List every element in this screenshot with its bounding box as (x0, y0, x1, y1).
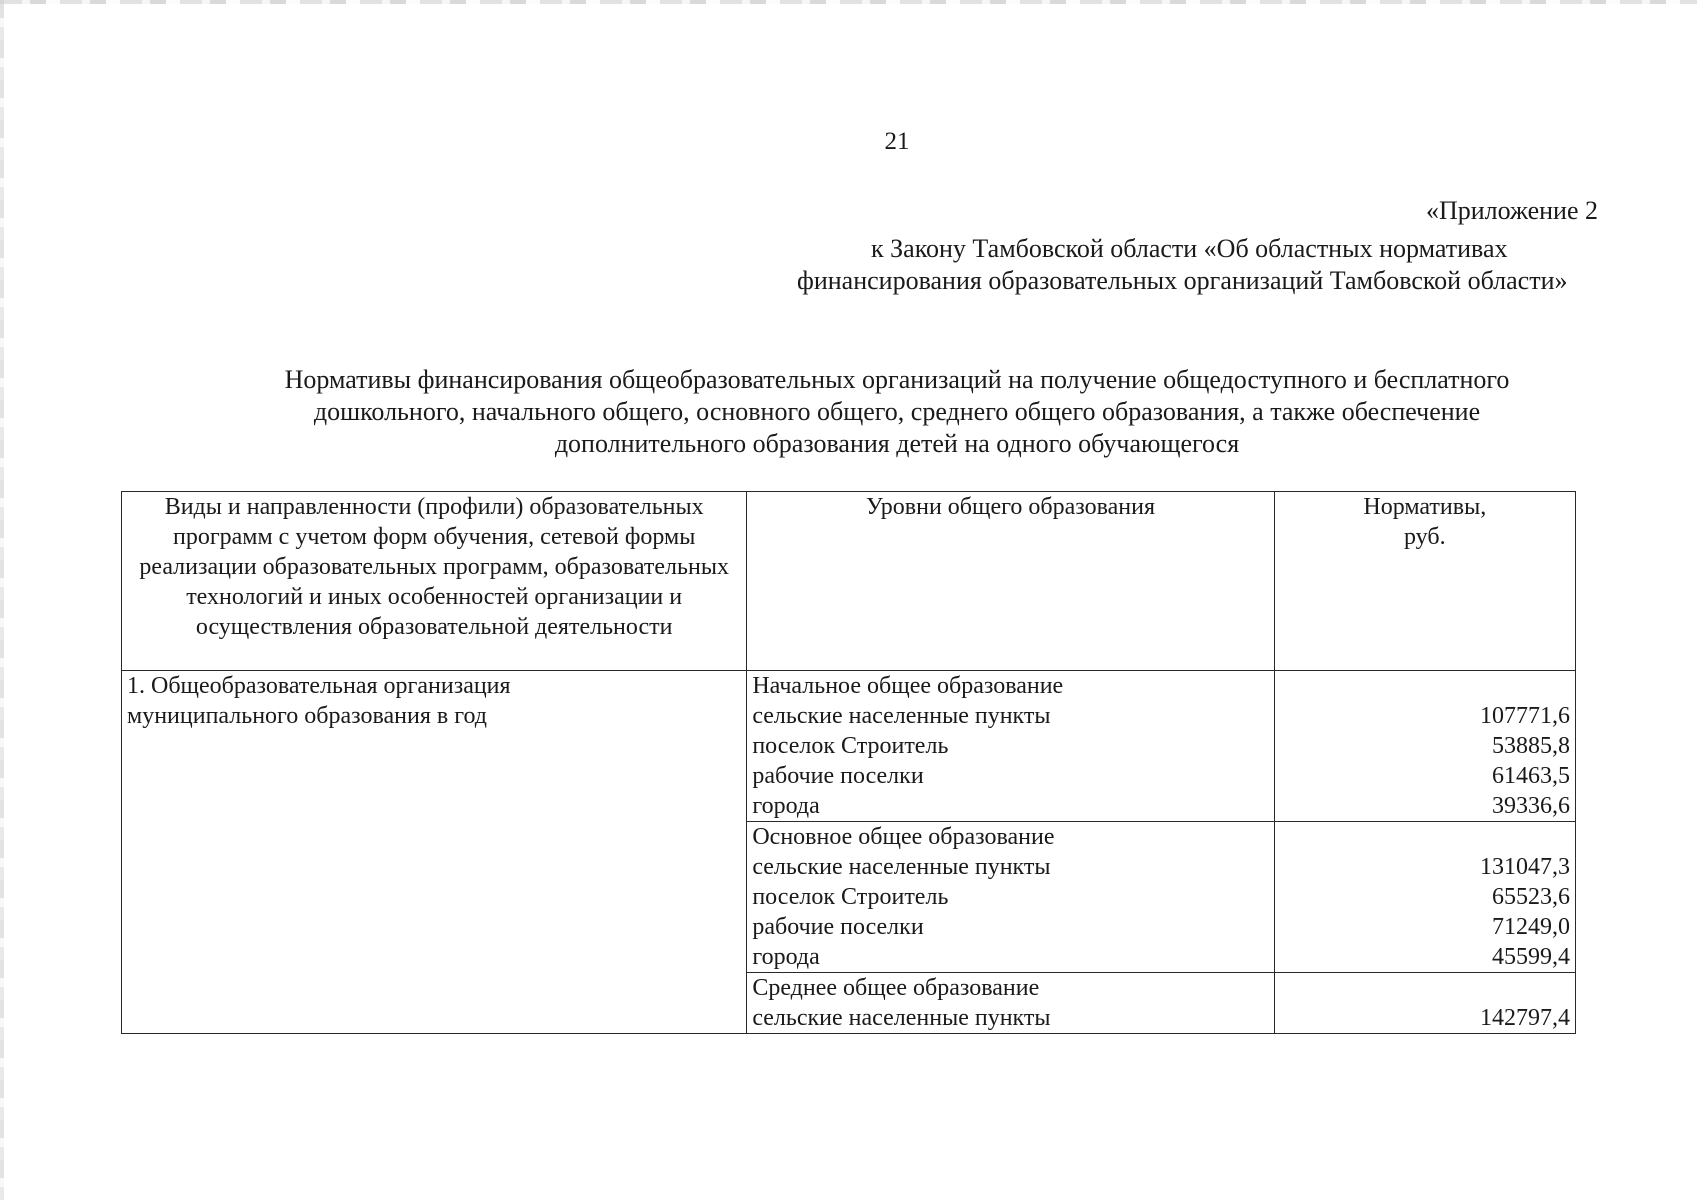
settlement-label: рабочие поселки (752, 763, 924, 789)
header-education-levels: Уровни общего образования (747, 492, 1274, 671)
level-title: Среднее общее образование (752, 975, 1040, 1001)
organization-type-cell (122, 671, 747, 1034)
norm-value: 131047,3 (1480, 854, 1570, 880)
table-header-row (122, 492, 1576, 671)
settlement-label: сельские населенные пункты (752, 703, 1051, 729)
norm-value: 53885,8 (1492, 733, 1570, 759)
appendix-reference-line1: к Закону Тамбовской области «Об областных нормативах (871, 234, 1508, 263)
norm-value: 61463,5 (1492, 763, 1570, 789)
settlement-label: поселок Строитель (752, 733, 949, 759)
appendix-reference-rest: финансирования образовательных организаций Тамбовской области» (797, 266, 1568, 295)
document-title-line3: дополнительного образования детей на одного обучающегося (554, 429, 1240, 458)
organization-type-line1: 1. Общеобразовательная организация (127, 673, 511, 699)
settlement-label: сельские населенные пункты (752, 854, 1051, 880)
scan-edge-left (0, 0, 4, 1200)
organization-type-line2: муниципального образования в год (127, 703, 487, 729)
settlement-label: рабочие поселки (752, 914, 924, 940)
header-norms (1274, 492, 1575, 671)
settlement-label: поселок Строитель (752, 884, 949, 910)
appendix-reference (797, 233, 1594, 297)
norm-values-secondary (1274, 973, 1575, 1034)
appendix-title: «Приложение 2 (1425, 196, 1598, 225)
level-cell-primary (747, 671, 1274, 822)
settlement-label: города (752, 944, 820, 970)
page-number: 21 (884, 128, 910, 155)
document-title-line1: Нормативы финансирования общеобразовательных организаций на получение общедоступного и бесплатного (284, 365, 1510, 394)
norm-value: 45599,4 (1492, 944, 1570, 970)
norm-value: 65523,6 (1492, 884, 1570, 910)
norm-value: 142797,4 (1480, 1005, 1570, 1031)
table-row (122, 671, 1576, 822)
level-cell-basic (747, 822, 1274, 973)
header-norms-line2: руб. (1403, 524, 1446, 550)
norm-value: 71249,0 (1492, 914, 1570, 940)
settlement-label: сельские населенные пункты (752, 1005, 1051, 1031)
header-program-types: Виды и направленности (профили) образовательных программ с учетом форм обучения, сетевой формы реализации образовательных программ, образовательных технологий и иных особенностей организации и осуществления образовательной деятельности (122, 492, 747, 671)
level-cell-secondary (747, 973, 1274, 1034)
norm-value: 107771,6 (1480, 703, 1570, 729)
document-title-line2: дошкольного, начального общего, основного общего, среднего общего образования, а также обеспечение (313, 397, 1481, 426)
norm-values-basic (1274, 822, 1575, 973)
norm-value: 39336,6 (1492, 793, 1570, 819)
scan-edge-top (0, 0, 1697, 4)
norms-table (121, 491, 1576, 1034)
header-norms-line1: Нормативы, (1363, 494, 1487, 520)
level-title: Начальное общее образование (752, 673, 1064, 699)
norm-values-primary (1274, 671, 1575, 822)
settlement-label: города (752, 793, 820, 819)
document-title (200, 364, 1594, 460)
level-title: Основное общее образование (752, 824, 1055, 850)
